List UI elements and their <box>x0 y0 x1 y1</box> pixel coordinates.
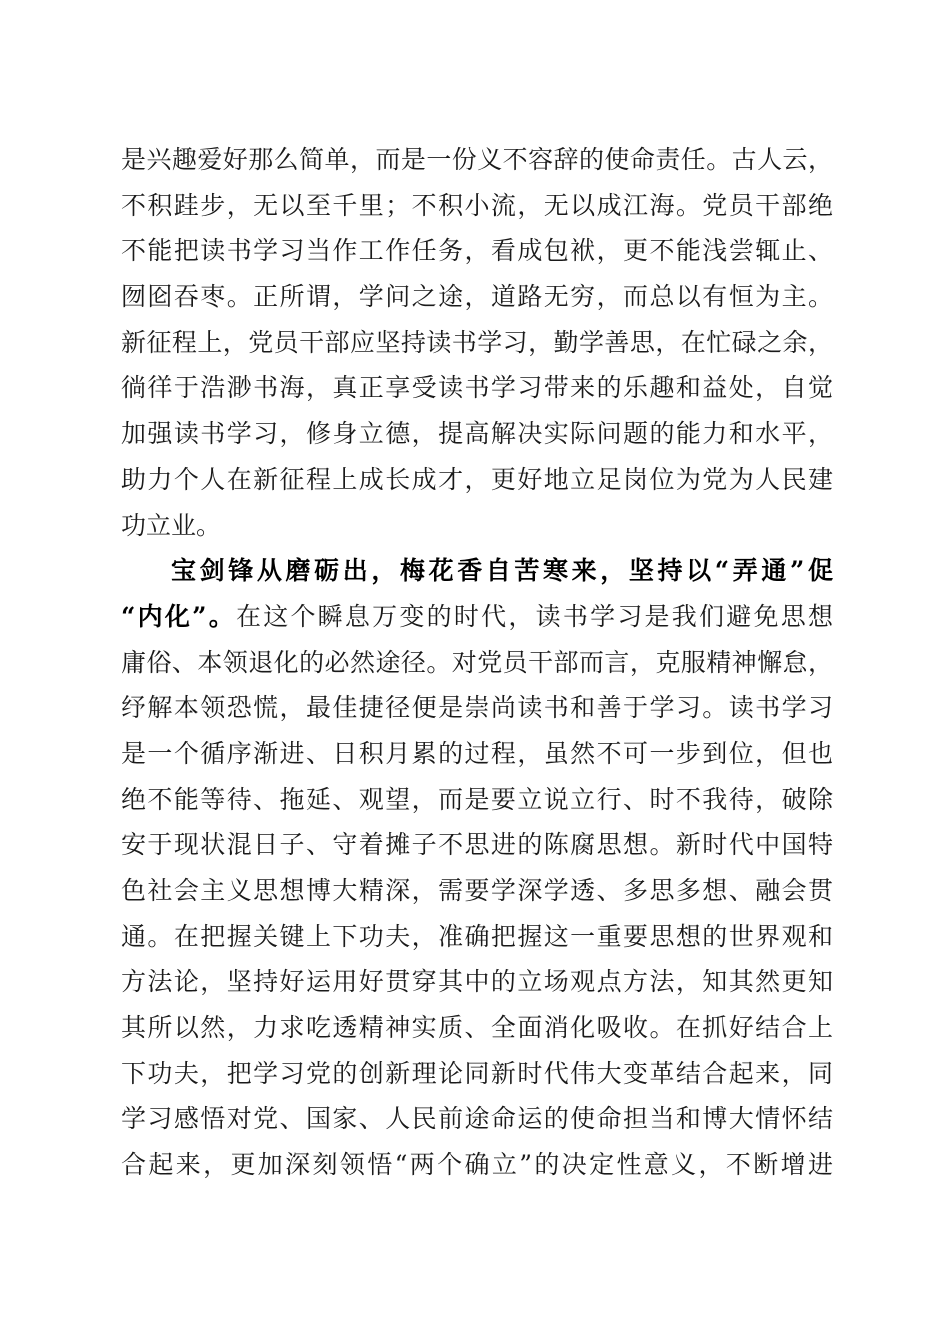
text-line: 加强读书学习，修身立德，提高解决实际问题的能力和水平， <box>121 419 833 449</box>
text-line: 新征程上，党员干部应坚持读书学习，勤学善思，在忙碌之余， <box>121 327 833 357</box>
paragraph-heading-end: “内化”。 <box>121 601 236 631</box>
text-line: 功立业。 <box>121 510 222 540</box>
text-line: 不积跬步，无以至千里；不积小流，无以成江海。党员干部绝 <box>121 190 833 220</box>
text-line: 方法论，坚持好运用好贯穿其中的立场观点方法，知其然更知 <box>121 967 833 997</box>
document-body <box>121 137 833 1188</box>
paragraph-1 <box>121 137 833 548</box>
text-line: 徜徉于浩渺书海，真正享受读书学习带来的乐趣和益处，自觉 <box>121 373 833 403</box>
text-line-rest: 在这个瞬息万变的时代，读书学习是我们避免思想 <box>235 601 833 631</box>
text-line: 是兴趣爱好那么简单，而是一份义不容辞的使命责任。古人云， <box>121 145 833 174</box>
text-line: 通。在把握关键上下功夫，准确把握这一重要思想的世界观和 <box>121 921 833 951</box>
paragraph-heading: 宝剑锋从磨砺出，梅花香自苦寒来，坚持以“弄通”促 <box>171 556 833 586</box>
paragraph-2 <box>121 548 833 1188</box>
text-line <box>121 594 833 640</box>
text-line: 其所以然，力求吃透精神实质、全面消化吸收。在抓好结合上 <box>121 1013 833 1043</box>
text-line: 学习感悟对党、国家、人民前途命运的使命担当和博大情怀结 <box>121 1104 833 1134</box>
text-line: 囫囵吞枣。正所谓，学问之途，道路无穷，而总以有恒为主。 <box>121 282 833 312</box>
text-line: 助力个人在新征程上成长成才，更好地立足岗位为党为人民建 <box>121 464 833 494</box>
text-line: 下功夫，把学习党的创新理论同新时代伟大变革结合起来，同 <box>121 1058 833 1088</box>
text-line: 合起来，更加深刻领悟“两个确立”的决定性意义，不断增进 <box>121 1150 833 1180</box>
text-line: 庸俗、本领退化的必然途径。对党员干部而言，克服精神懈怠， <box>121 647 833 677</box>
text-line: 绝不能等待、拖延、观望，而是要立说立行、时不我待，破除 <box>121 784 833 814</box>
text-line: 色社会主义思想博大精深，需要学深学透、多思多想、融会贯 <box>121 876 833 905</box>
text-line: 纾解本领恐慌，最佳捷径便是崇尚读书和善于学习。读书学习 <box>121 693 833 723</box>
text-line: 安于现状混日子、守着摊子不思进的陈腐思想。新时代中国特 <box>121 830 833 860</box>
text-line: 不能把读书学习当作工作任务，看成包袱，更不能浅尝辄止、 <box>121 236 833 266</box>
text-line: 是一个循序渐进、日积月累的过程，虽然不可一步到位，但也 <box>121 738 833 768</box>
